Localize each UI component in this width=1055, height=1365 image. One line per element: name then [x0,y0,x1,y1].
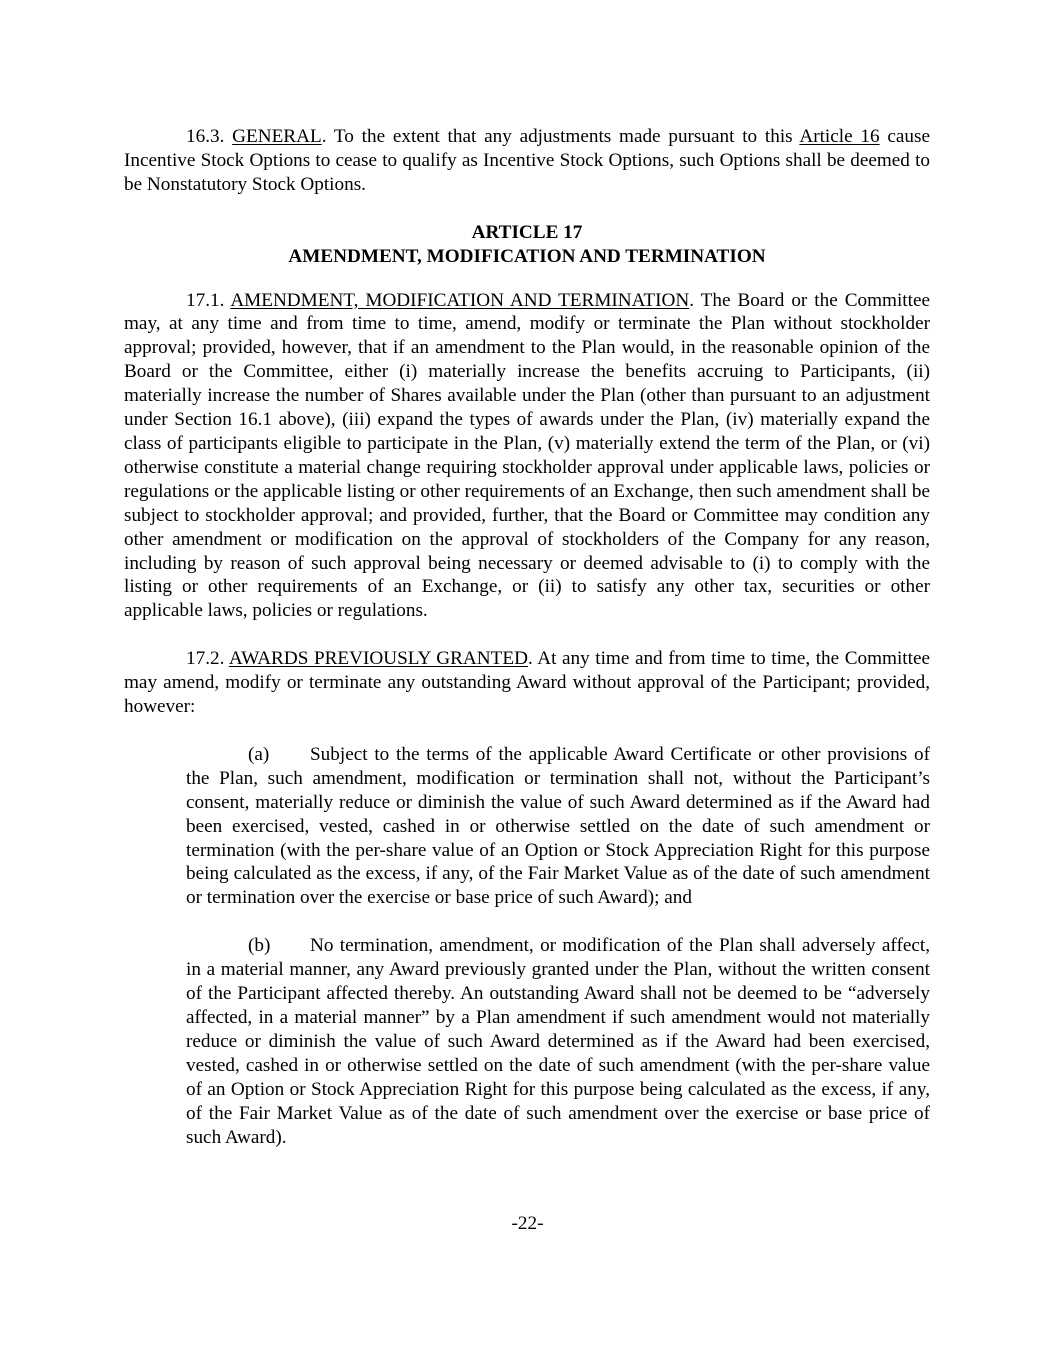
article-17-number: ARTICLE 17 [471,221,583,243]
section-17-2-text: . At any time and from time to time, the Committee may amend, modify or terminate any outstanding Award without approval of the Participant; provided, however: [124,648,930,718]
subsection-a-label: (a) [248,743,270,765]
subsection-b-label: (b) [248,935,271,957]
section-16-3 [124,125,930,197]
section-17-1 [124,289,930,624]
article-17-title: AMENDMENT, MODIFICATION AND TERMINATION [288,245,766,267]
section-17-2-number: 17.2. [186,648,225,670]
section-16-3-text-b: cause Incentive Stock Options to cease to qualify as Incentive Stock Options, such Options shall be deemed to be Nonstatutory Stock Options. [124,126,930,195]
section-17-1-number: 17.1. [186,289,225,311]
article-16-reference: Article 16 [799,126,880,147]
section-16-3-text-a: . To the extent that any adjustments made pursuant to this [321,126,800,147]
section-17-2 [124,647,930,719]
section-17-1-heading: AMENDMENT, MODIFICATION AND TERMINATION [230,289,690,311]
page-number: -22- [511,1213,544,1234]
subsection-b-text: No termination, amendment, or modification of the Plan shall adversely affect, in a material manner, any Award previously granted under the Plan, without the written consent of the Participant affected thereby. An outstanding Award shall not be deemed to be “adversely affected, in a material manner” by a Plan amendment if such amendment would not materially reduce or diminish the value of such Award determined as if the Award had been exercised, vested, cashed in or otherwise settled on the date of such amendment (with the per-share value of an Option or Stock Appreciation Right for this purpose being calculated as the excess, if any, of the Fair Market Value as of the date of such amendment over the exercise or base price of such Award). [186,935,930,1148]
document-page [124,125,930,1149]
section-16-3-number: 16.3. [186,126,225,147]
subsection-b [186,934,930,1149]
section-17-1-text: . The Board or the Committee may, at any time and from time to time, amend, modify or terminate the Plan without stockholder approval; provided, however, that if an amendment to the Plan would, in the reasonable opinion of the Board or the Committee, either (i) materially increase the benefits accruing to Participants, (ii) materially increase the number of Shares available under the Plan (other than pursuant to an adjustment under Section 16.1 above), (iii) expand the types of awards under the Plan, (iv) materially expand the class of participants eligible to participate in the Plan, (v) materially extend the term of the Plan, or (vi) otherwise constitute a material change requiring stockholder approval under applicable laws, policies or regulations or the applicable listing or other requirements of an Exchange, then such amendment shall be subject to stockholder approval; and provided, further, that the Board or Committee may condition any other amendment or modification on the approval of stockholders of the Company for any reason, including by reason of such approval being necessary or deemed advisable to (i) to comply with the listing or other requirements of an Exchange, or (ii) to satisfy any other tax, securities or other applicable laws, policies or regulations. [124,289,930,622]
subsection-a-text: Subject to the terms of the applicable Award Certificate or other provisions of the Plan, such amendment, modification or termination shall not, without the Participant’s consent, materially reduce or diminish the value of such Award determined as if the Award had been exercised, vested, cashed in or otherwise settled on the date of such amendment or termination (with the per-share value of an Option or Stock Appreciation Right for this purpose being calculated as the excess, if any, of the Fair Market Value as of the date of such amendment or termination over the exercise or base price of such Award); and [186,743,930,909]
section-17-2-heading: AWARDS PREVIOUSLY GRANTED [228,648,528,670]
subsection-a [186,743,930,910]
section-16-3-heading: GENERAL [232,126,322,147]
